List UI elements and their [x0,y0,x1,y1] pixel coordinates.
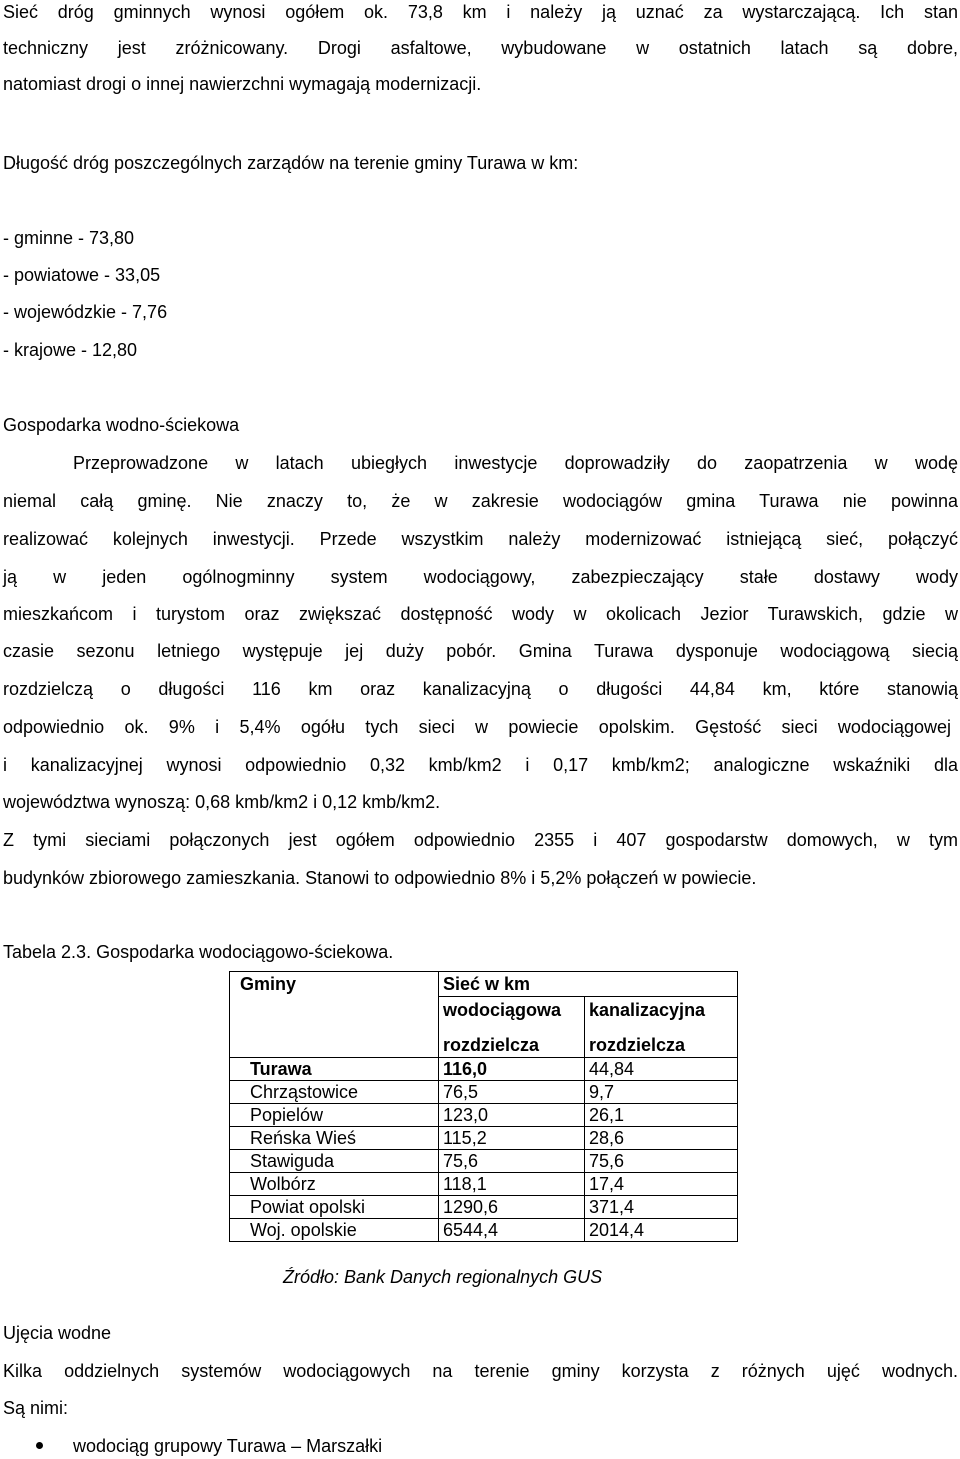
cell-gmina: Reńska Wieś [230,1127,439,1150]
table-header-row [230,1023,738,1058]
header-network-km: Sieć w km [439,972,738,997]
cell-water: 123,0 [439,1104,585,1127]
list-item: - powiatowe - 33,05 [3,265,161,285]
cell-sewer: 2014,4 [585,1219,738,1242]
list-item: - krajowe - 12,80 [3,340,138,360]
cell-gmina: Popielów [230,1104,439,1127]
table-header-row [230,972,738,997]
cell-sewer: 371,4 [585,1196,738,1219]
header-empty [230,997,439,1024]
households-line: budynków zbiorowego zamieszkania. Stanowi to odpowiednio 8% i 5,2% połączeń w powiecie. [3,868,757,888]
table-row [230,1104,738,1127]
water-line: i kanalizacyjnej wynosi odpowiednio 0,32 kmb/km2 i 0,17 kmb/km2; analogiczne wskaźniki dla [3,755,958,775]
cell-gmina: Woj. opolskie [230,1219,439,1242]
water-line: niemal całą gminę. Nie znaczy to, że w zakresie wodociągów gmina Turawa nie powinna [3,491,958,511]
cell-gmina: Powiat opolski [230,1196,439,1219]
water-paragraph-first-line: Przeprowadzone w latach ubiegłych inwestycje doprowadziły do zaopatrzenia w wodę [73,453,958,473]
cell-sewer: 75,6 [585,1150,738,1173]
intakes-line: Są nimi: [3,1398,69,1418]
intakes-heading: Ujęcia wodne [3,1323,112,1343]
cell-water: 6544,4 [439,1219,585,1242]
cell-water: 116,0 [439,1058,585,1081]
list-item: wodociąg grupowy Turawa – Marszałki [73,1436,383,1456]
table-row [230,1173,738,1196]
road-lengths-heading: Długość dróg poszczególnych zarządów na terenie gminy Turawa w km: [3,153,579,173]
cell-gmina: Wolbórz [230,1173,439,1196]
cell-sewer: 28,6 [585,1127,738,1150]
cell-sewer: 17,4 [585,1173,738,1196]
cell-gmina: Turawa [230,1058,439,1081]
roads-line-2: techniczny jest zróżnicowany. Drogi asfaltowe, wybudowane w ostatnich latach są dobre, [3,38,958,58]
list-item: - wojewódzkie - 7,76 [3,302,168,322]
header-water: wodociągowa [439,997,585,1024]
water-line: województwa wynoszą: 0,68 kmb/km2 i 0,12 kmb/km2. [3,792,441,812]
table-caption: Tabela 2.3. Gospodarka wodociągowo-ściekowa. [3,942,394,962]
cell-water: 76,5 [439,1081,585,1104]
water-sewer-table [229,971,738,1242]
water-line: odpowiednio ok. 9% i 5,4% ogółu tych sieci w powiecie opolskim. Gęstość sieci wodociągowej [3,717,951,737]
households-line: Z tymi sieciami połączonych jest ogółem odpowiednio 2355 i 407 gospodarstw domowych, w tym [3,830,958,850]
cell-sewer: 26,1 [585,1104,738,1127]
cell-sewer: 9,7 [585,1081,738,1104]
cell-gmina: Chrząstowice [230,1081,439,1104]
water-line: czasie sezonu letniego występuje jej duży pobór. Gmina Turawa dysponuje wodociągową siecią [3,641,958,661]
header-gminy: Gminy [230,972,439,997]
header-empty [230,1023,439,1058]
water-line: ją w jeden ogólnogminny system wodociągowy, zabezpieczający stałe dostawy wody [3,567,958,587]
roads-line-3: natomiast drogi o innej nawierzchni wymagają modernizacji. [3,74,482,94]
cell-water: 118,1 [439,1173,585,1196]
bullet-icon [36,1442,43,1449]
water-line: rozdzielczą o długości 116 km oraz kanalizacyjną o długości 44,84 km, które stanowią [3,679,958,699]
cell-water: 75,6 [439,1150,585,1173]
water-section-heading: Gospodarka wodno-ściekowa [3,415,240,435]
table-row [230,1081,738,1104]
table-row [230,1058,738,1081]
table-row [230,1219,738,1242]
water-line: realizować kolejnych inwestycji. Przede wszystkim należy modernizować istniejącą sieć, połączyć [3,529,958,549]
table-source: Źródło: Bank Danych regionalnych GUS [283,1267,603,1287]
cell-water: 115,2 [439,1127,585,1150]
cell-water: 1290,6 [439,1196,585,1219]
header-water-sub: rozdzielcza [439,1023,585,1058]
water-line: mieszkańcom i turystom oraz zwiększać dostępność wody w okolicach Jezior Turawskich, gdzie w [3,604,958,624]
header-sewer: kanalizacyjna [585,997,738,1024]
table-row [230,1196,738,1219]
table-header-row [230,997,738,1024]
cell-sewer: 44,84 [585,1058,738,1081]
roads-line-1: Sieć dróg gminnych wynosi ogółem ok. 73,8 km i należy ją uznać za wystarczającą. Ich stan [3,2,958,22]
table-row [230,1150,738,1173]
list-item: - gminne - 73,80 [3,228,135,248]
cell-gmina: Stawiguda [230,1150,439,1173]
table-row [230,1127,738,1150]
header-sewer-sub: rozdzielcza [585,1023,738,1058]
intakes-line: Kilka oddzielnych systemów wodociągowych na terenie gminy korzysta z różnych ujęć wodnych. [3,1361,958,1381]
